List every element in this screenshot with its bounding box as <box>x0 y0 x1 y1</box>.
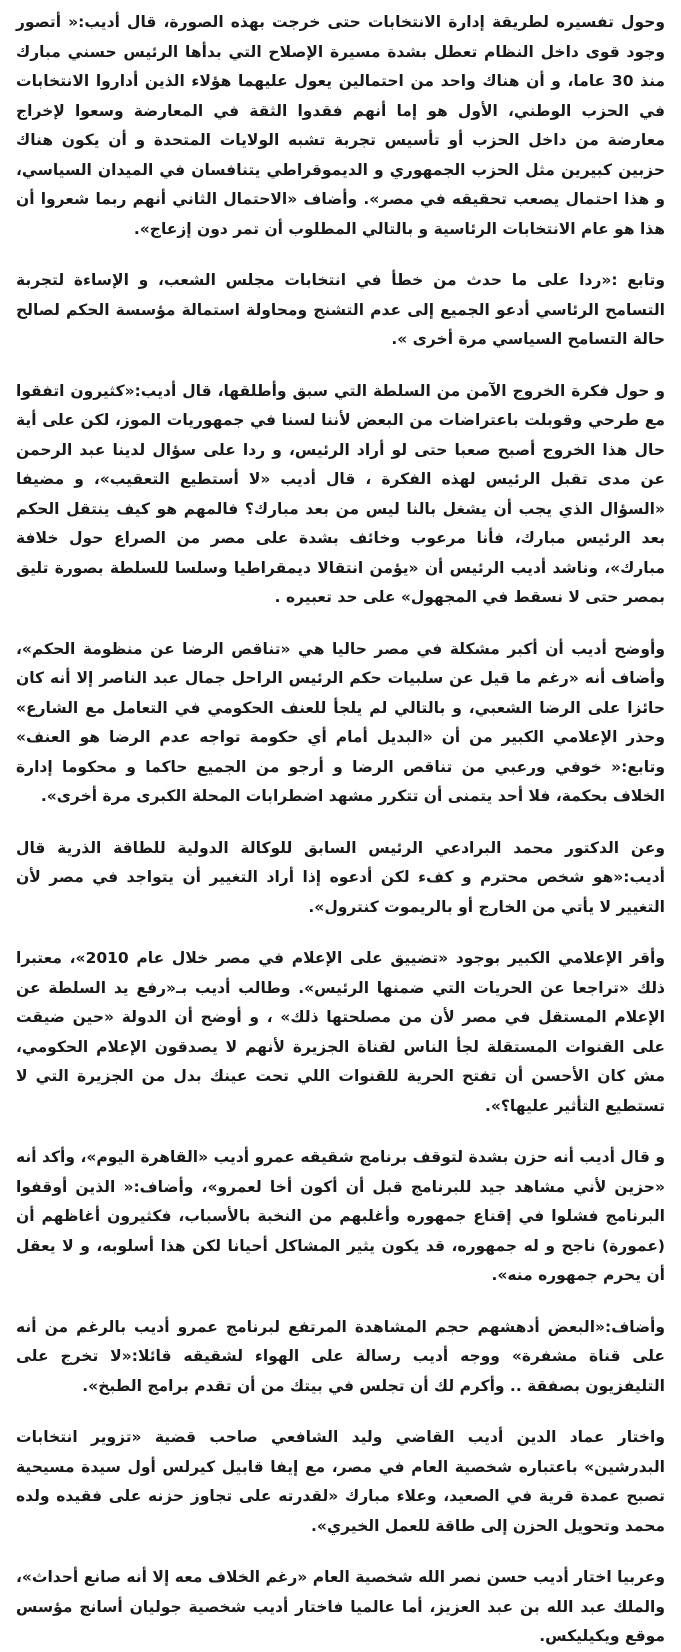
paragraph-governance-satisfaction: وأوضح أديب أن أكبر مشكلة في مصر حاليا هي «تناقص الرضا عن منظومة الحكم»، وأضاف أنه «رغم ما قيل عن سلبيات حكم الرئيس الراحل جمال عبد الناصر إلا أنه كان حائزا على الرضا الشعبي، و بالتالي لم يلجأ للعنف الحكومي في التعامل مع الشارع» وحذر الإعلامي الكبير من أن «البديل أمام أي حكومة تواجه عدم الرضا هو العنف» وتابع:« خوفي ورعبي من تناقص الرضا و أرجو من الجميع حاكما و محكوما إدارة الخلاف بحكمة، فلا أحد يتمنى أن تتكرر مشهد اضطرابات المحلة الكبرى مرة أخرى». <box>16 639 665 805</box>
paragraph-person-of-year-arab-world: وعربيا اختار أديب حسن نصر الله شخصية العام «رغم الخلاف معه إلا أنه صانع أحداث»، والملك عبد الله بن عبد العزيز، أما عالميا فاختار أديب شخصية جوليان أسانج مؤسس موقع ويكيليكس. <box>16 1568 665 1645</box>
paragraph-person-of-year-egypt: واختار عماد الدين أديب القاضي وليد الشافعي صاحب قضية «تزوير انتخابات البدرشين» باعتباره شخصية العام في مصر، مع إيفا قابيل كيرلس أول سيدة مسيحية تصبح عمدة قرية في الصعيد، وعلاء مبارك «لقدرته على تجاوز حزنه على فقيده ولده محمد وتحويل الحزن إلى طاقة للعمل الخيري». <box>16 1428 665 1535</box>
paragraph-election-analysis: وحول تفسيره لطريقة إدارة الانتخابات حتى خرجت بهذه الصورة، قال أديب:« أتصور وجود قوى داخل النظام تعطل بشدة مسيرة الإصلاح التي بدأها الرئيس حسني مبارك منذ 30 عاما، و أن هناك واحد من احتمالين يعول عليهما هؤلاء الذين أداروا الانتخابات في الحزب الوطني، الأول هو إما أنهم فقدوا الثقة في المعارضة وسعوا لإخراج معارضة من داخل الحزب أو تأسيس تجربة تشبه الولايات المتحدة و أن يكون هناك حزبين كبيرين مثل الحزب الجمهوري و الديموقراطي يتنافسان في الميدان السياسي، و هذا احتمال يصعب تحقيقه في مصر». وأضاف «الاحتمال الثاني أنهم ربما شعروا أن هذا هو عام الانتخابات الرئاسية و بالتالي المطلوب أن تمر دون إزعاج». <box>16 13 665 238</box>
paragraph-elbaradei: وعن الدكتور محمد البرادعي الرئيس السابق للوكالة الدولية للطاقة الذرية قال أديب:«هو شخص محترم و كفء لكن أدعوه إذا أراد التغيير أن يتواجد في مصر لأن التغيير لا يأتي من الخارج أو بالريموت كنترول». <box>16 838 665 916</box>
paragraph-amr-adib-show: و قال أديب أنه حزن بشدة لتوقف برنامج شقيقه عمرو أديب «القاهرة اليوم»، وأكد أنه «حزين لأني مشاهد جيد للبرنامج قبل أن أكون أخا لعمرو»، وأضاف:« الذين أوقفوا البرنامج فشلوا في إقناع جمهوره وأغلبهم من النخبة بالأسباب، فكثيرون أغاظهم أن (عمورة) ناجح و له جمهوره، قد يكون يثير المشاكل أحيانا لكن هذا أسلوبه، و لا يعقل أن يحرم جمهوره منه». <box>16 1148 665 1284</box>
paragraph-tolerance-call: وتابع :«ردا على ما حدث من خطأ في انتخابات مجلس الشعب، و الإساءة لتجربة التسامح الرئاسي أدعو الجميع إلى عدم التشنج ومحاولة استمالة مؤسسة الحكم لصالح حالة التسامح السياسي مرة أخرى ». <box>16 271 665 348</box>
paragraph-media-restrictions: وأقر الإعلامي الكبير بوجود «تضييق على الإعلام في مصر خلال عام 2010»، معتبرا ذلك «تراجعا عن الحريات التي ضمنها الرئيس». وطالب أديب بـ«رفع يد السلطة عن الإعلام المستقل في مصر لأن من مصلحتها ذلك» ، و أوضح أن الدولة «حين ضيقت على القنوات المستقلة لجأ الناس لقناة الجزيرة لأنهم لا يصدقون الإعلام الحكومي، مش كان الأحسن أن تفتح الحرية للقنوات اللي تحت عينك بدل من الجزيرة التي لا تستطيع التأثير عليها؟». <box>16 949 665 1115</box>
paragraph-encrypted-channel: وأضاف:«البعض أدهشهم حجم المشاهدة المرتفع لبرنامج عمرو أديب بالرغم من أنه على قناة مشفرة» ووجه أديب رسالة على الهواء لشقيقه قائلا:«لا تخرج على التليفزيون بصفقة .. وأكرم لك أن تجلس في بيتك من أن تقدم برامج الطبخ». <box>16 1317 665 1395</box>
paragraph-safe-exit: و حول فكرة الخروج الآمن من السلطة التي سبق وأطلقها، قال أديب:«كثيرون اتفقوا مع طرحي وقوبلت باعتراضات من البعض لأننا لسنا في جمهوريات الموز، لكن على أية حال هذا الخروج أصبح صعبا حتى لو أراد الرئيس، و ردا على سؤال لدينا عبد الرحمن عن مدى تقبل الرئيس لهذه الفكرة ، قال أديب «لا أستطيع التعقيب»، و مضيفا «السؤال الذي يجب أن يشغل بالنا ليس من بعد مبارك؟ فالمهم هو كيف ينتقل الحكم بعد الرئيس مبارك، فأنا مرعوب وخائف بشدة على مصر من الصراع حول خلافة مبارك»، وناشد أديب الرئيس أن «يؤمن انتقالا ديمقراطيا وسلسا للسلطة بصورة تليق بمصر حتى لا نسقط في المجهول» على حد تعبيره . <box>16 381 665 606</box>
